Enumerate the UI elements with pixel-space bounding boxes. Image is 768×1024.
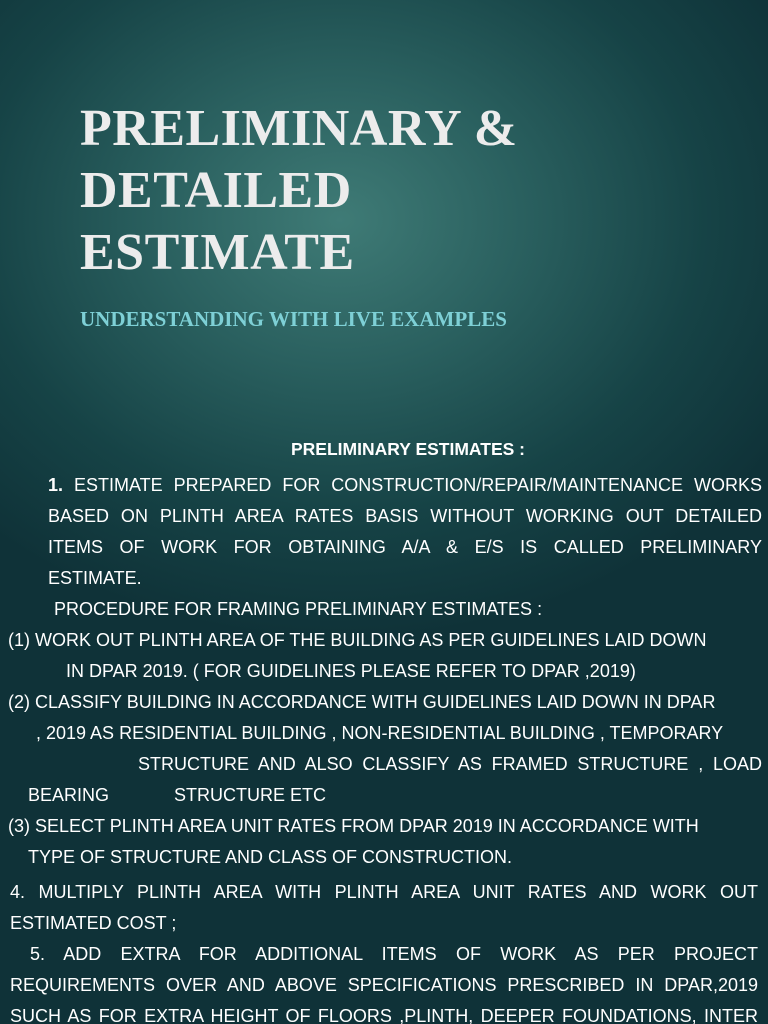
section-heading: PRELIMINARY ESTIMATES : [291, 439, 525, 459]
step-3-line-1: (3) SELECT PLINTH AREA UNIT RATES FROM DPAR 2019 IN ACCORDANCE WITH [8, 816, 699, 836]
step-3-line-2: TYPE OF STRUCTURE AND CLASS OF CONSTRUCTION. [28, 847, 513, 867]
slide-subtitle: UNDERSTANDING WITH LIVE EXAMPLES [80, 307, 507, 331]
title-line-2: DETAILED [80, 162, 352, 219]
point-1-line-2: BASED ON PLINTH AREA RATES BASIS WITHOUT WORKING OUT DETAILED [48, 506, 762, 526]
point-1-number: 1. [48, 475, 64, 495]
step-1-line-1: (1) WORK OUT PLINTH AREA OF THE BUILDING AS PER GUIDELINES LAID DOWN [8, 630, 707, 650]
point-1-line-1: 1. ESTIMATE PREPARED FOR CONSTRUCTION/REPAIR/MAINTENANCE WORKS [48, 475, 762, 495]
step-2-line-2: , 2019 AS RESIDENTIAL BUILDING , NON-RESIDENTIAL BUILDING , TEMPORARY [36, 723, 724, 743]
step-4-line-1: 4. MULTIPLY PLINTH AREA WITH PLINTH AREA UNIT RATES AND WORK OUT [10, 882, 758, 902]
step-4-line-2: ESTIMATED COST ; [10, 913, 177, 933]
procedure-heading: PROCEDURE FOR FRAMING PRELIMINARY ESTIMATES : [54, 599, 543, 619]
slide-title [80, 98, 730, 284]
step-2-line-4: BEARING STRUCTURE ETC [28, 785, 327, 805]
step-2-line-1: (2) CLASSIFY BUILDING IN ACCORDANCE WITH GUIDELINES LAID DOWN IN DPAR [8, 692, 716, 712]
step-2-line-3: STRUCTURE AND ALSO CLASSIFY AS FRAMED STRUCTURE , LOAD [138, 754, 762, 774]
step-5-line-2: REQUIREMENTS OVER AND ABOVE SPECIFICATIONS PRESCRIBED IN DPAR,2019 [10, 975, 758, 995]
step-5-line-1: 5. ADD EXTRA FOR ADDITIONAL ITEMS OF WORK AS PER PROJECT [30, 944, 758, 964]
step-1-line-2: IN DPAR 2019. ( FOR GUIDELINES PLEASE REFER TO DPAR ,2019) [66, 661, 636, 681]
title-line-1: PRELIMINARY & [80, 100, 518, 157]
point-1-line-3: ITEMS OF WORK FOR OBTAINING A/A & E/S IS CALLED PRELIMINARY [48, 537, 762, 557]
step-5-line-3: SUCH AS FOR EXTRA HEIGHT OF FLOORS ,PLINTH, DEEPER FOUNDATIONS, INTER [10, 1006, 758, 1024]
title-line-3: ESTIMATE [80, 224, 355, 281]
point-1-line-4: ESTIMATE. [48, 568, 142, 588]
